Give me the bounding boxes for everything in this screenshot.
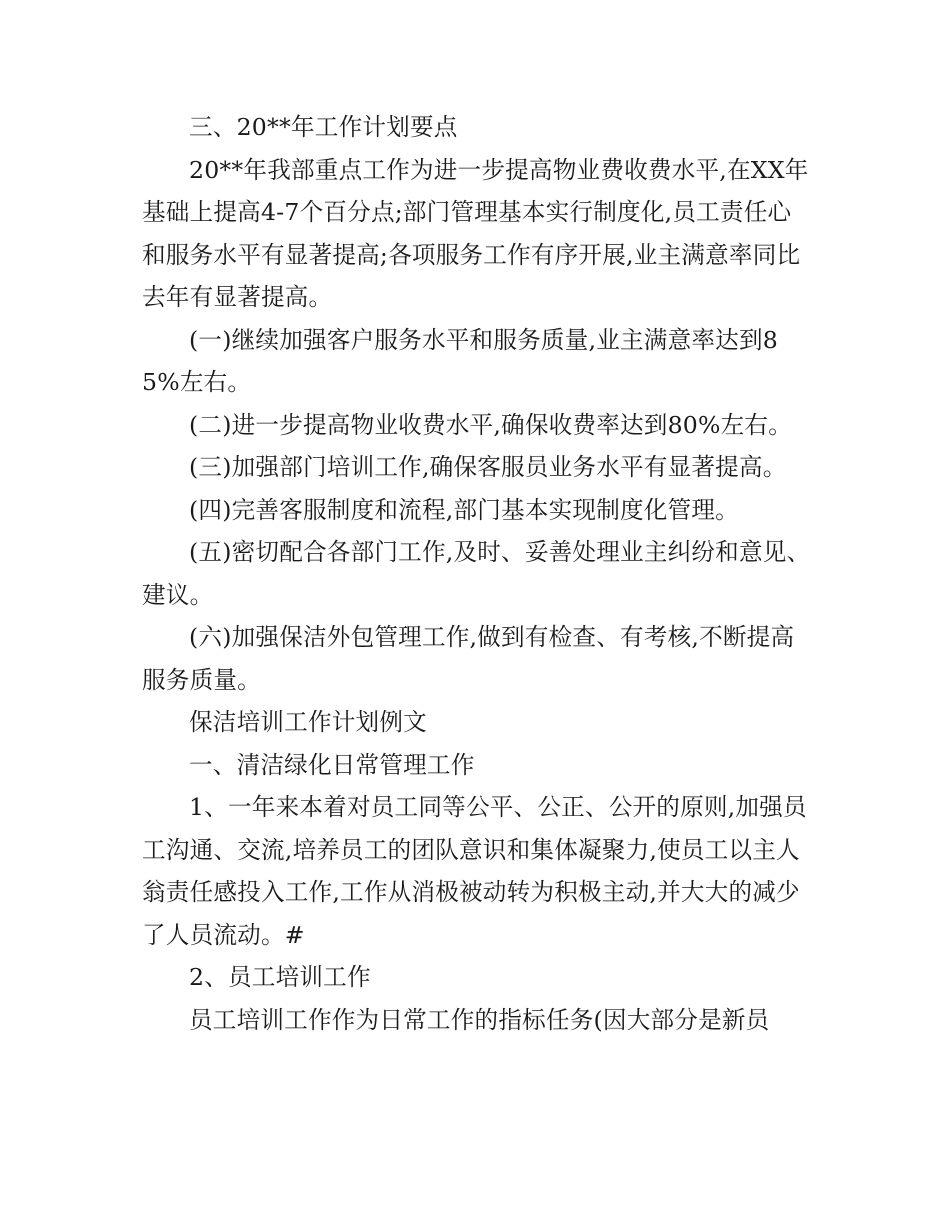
document-title-cleaning-plan: 保洁培训工作计划例文 — [189, 708, 427, 736]
list-item-1: (一)继续加强客户服务水平和服务质量,业主满意率达到85%左右。 — [142, 325, 778, 396]
section-heading-daily-management: 一、清洁绿化日常管理工作 — [189, 750, 475, 779]
list-item-3: (三)加强部门培训工作,确保客服员业务水平有显著提高。 — [189, 453, 787, 481]
list-item-6: (六)加强保洁外包管理工作,做到有检查、有考核,不断提高服务质量。 — [142, 623, 795, 694]
subheading-staff-training: 2、员工培训工作 — [189, 963, 371, 991]
paragraph-training-tasks: 员工培训工作作为日常工作的指标任务(因大部分是新员 — [189, 1005, 770, 1034]
list-item-5: (五)密切配合各部门工作,及时、妥善处理业主纠纷和意见、建议。 — [142, 538, 811, 609]
paragraph-key-work: 20**年我部重点工作为进一步提高物业费收费水平,在XX年基础上提高4-7个百分点;部门管理基本实行制度化,员工责任心和服务水平有显著提高;各项服务工作有序开展,业主满意率同比去年有显著提高。 — [142, 155, 809, 311]
list-item-4: (四)完善客服制度和流程,部门基本实现制度化管理。 — [189, 495, 739, 524]
paragraph-staff-fairness: 1、一年来本着对员工同等公平、公正、公开的原则,加强员工沟通、交流,培养员工的团队意识和集体凝聚力,使员工以主人翁责任感投入工作,工作从消极被动转为积极主动,并大大的减少了人员流动。# — [142, 793, 807, 949]
list-item-2: (二)进一步提高物业收费水平,确保收费率达到80%左右。 — [189, 410, 793, 439]
document-body — [142, 106, 814, 1041]
section-heading-work-plan: 三、20**年工作计划要点 — [189, 113, 458, 141]
